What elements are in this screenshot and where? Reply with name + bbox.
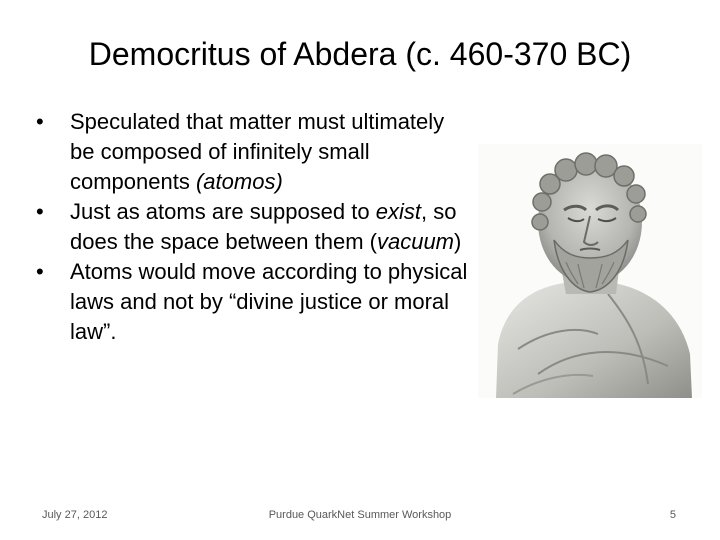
bullet-text-italic-segment: exist <box>375 199 421 224</box>
bullet-text-italic-segment: (atomos) <box>195 169 283 194</box>
bullet-text-segment: Speculated that matter must ultimately be composed of infinitely small components <box>70 109 445 194</box>
bullet-marker: • <box>36 259 44 284</box>
footer-date: July 27, 2012 <box>42 509 108 521</box>
footer-title: Purdue QuarkNet Summer Workshop <box>268 509 452 521</box>
bullet-text <box>70 199 461 254</box>
bullet-text-segment: Just as atoms are supposed to <box>70 199 376 224</box>
slide-title: Democritus of Abdera (c. 460-370 BC) <box>88 36 632 72</box>
bullet-marker: • <box>36 199 44 224</box>
bullet-text-segment: , so does the space between them ( <box>70 199 457 254</box>
bullet-text <box>70 259 467 344</box>
bullet-text-segment: Atoms would move according to physical laws and not by “divine justice or moral law”. <box>70 259 468 344</box>
bullet-text-italic-segment: vacuum <box>376 229 455 254</box>
slide-number: 5 <box>669 509 676 521</box>
bullet-text-segment: ) <box>454 229 462 254</box>
bullet-list <box>30 107 470 347</box>
bullet-marker: • <box>36 109 44 134</box>
bullet-item <box>30 107 470 197</box>
bullet-text <box>70 109 444 194</box>
bullet-item <box>30 197 470 257</box>
bullet-item <box>30 257 470 347</box>
democritus-bust-image <box>478 144 702 398</box>
